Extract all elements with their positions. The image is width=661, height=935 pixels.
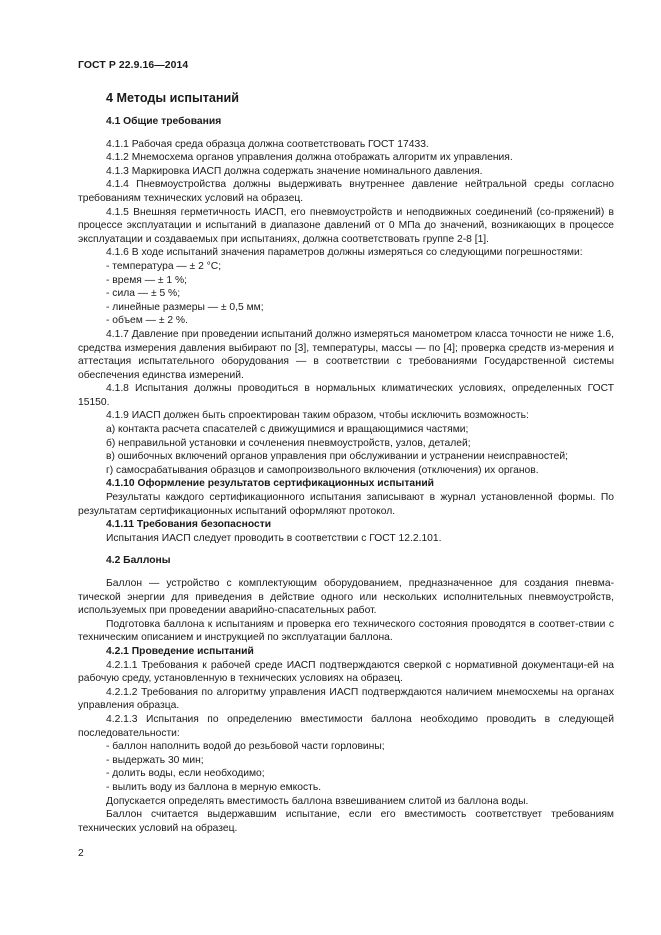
clause-4-2-1-3: 4.2.1.3 Испытания по определению вместимости баллона необходимо проводить в следующей последовательности: [78, 713, 614, 739]
list-item: а) контакта расчета спасателей с движущимися и вращающимися частями; [106, 424, 469, 436]
list-item: - выдержать 30 мин; [106, 754, 204, 766]
list-item: - линейные размеры — ± 0,5 мм; [106, 301, 264, 313]
document-id-header: ГОСТ Р 22.9.16—2014 [78, 60, 189, 71]
clause-4-1-9: 4.1.9 ИАСП должен быть спроектирован таким образом, чтобы исключить возможность: [106, 410, 529, 422]
clause-4-1-2: 4.1.2 Мнемосхема органов управления должна отображать алгоритм их управления. [106, 152, 513, 164]
page-number: 2 [78, 848, 84, 859]
clause-4-2-1-1: 4.2.1.1 Требования к рабочей среде ИАСП подтверждаются сверкой с нормативной документаци-ей на рабочую среду, установленную в технических условиях на образец. [78, 659, 614, 685]
balloon-definition: Баллон — устройство с комплектующим оборудованием, предназначенное для создания пневма-тической энергии для приведения в действие одного или нескольких исполнительных пневмоустройств, используемых при проведении аварийно-спасательных работ. [78, 578, 614, 617]
list-item: - баллон наполнить водой до резьбовой части горловины; [106, 741, 385, 753]
clause-4-1-11-title: 4.1.11 Требования безопасности [106, 519, 272, 531]
section-4-2-title: 4.2 Баллоны [106, 555, 171, 567]
clause-4-1-10-title: 4.1.10 Оформление результатов сертификационных испытаний [106, 478, 434, 490]
clause-4-2-1-2: 4.2.1.2 Требования по алгоритму управления ИАСП подтверждаются наличием мнемосхемы на органах управления образца. [78, 686, 614, 712]
capacity-pass-criterion: Баллон считается выдержавшим испытание, если его вместимость соответствует требованиям технических условий на образец. [78, 809, 614, 834]
capacity-weighing-note: Допускается определять вместимость баллона взвешиванием слитой из баллона воды. [106, 795, 529, 807]
list-item: - температура — ± 2 °С; [106, 260, 222, 272]
list-item: - долить воды, если необходимо; [106, 768, 265, 780]
list-item: - вылить воду из баллона в мерную емкость. [106, 781, 322, 793]
clause-4-1-1: 4.1.1 Рабочая среда образца должна соответствовать ГОСТ 17433. [106, 138, 429, 150]
section-4-1-title: 4.1 Общие требования [106, 116, 222, 127]
clause-4-1-7: 4.1.7 Давление при проведении испытаний должно измеряться манометром класса точности не ниже 1.6, средства измерения давления выбирают по [3], температуры, массы — по [4]; проверка средств из-мерения и аттестация испытательного оборудования — в соответствии с требованиями Государственной системы обеспечения единства измерений. [78, 328, 614, 381]
clause-4-1-6: 4.1.6 В ходе испытаний значения параметров должны измеряться со следующими погрешностями: [106, 247, 583, 259]
clause-4-1-5: 4.1.5 Внешняя герметичность ИАСП, его пневмоустройств и неподвижных соединений (со-пряжений) в процессе эксплуатации и испытаний в диапазоне давлений от 0 МПа до значений, возникающих в процессе эксплуатации и создаваемых при испытаниях, должна соответствовать группе 2-8 [1]. [78, 206, 614, 245]
clause-4-1-3: 4.1.3 Маркировка ИАСП должна содержать значение номинального давления. [106, 165, 483, 177]
clause-4-1-10-text: Результаты каждого сертификационного испытания записывают в журнал установленной формы. По результатам сертификационных испытаний оформляют протокол. [78, 492, 614, 517]
section-4-title: 4 Методы испытаний [106, 91, 239, 105]
document-body [78, 90, 614, 835]
clause-4-2-1-title: 4.2.1 Проведение испытаний [106, 645, 254, 657]
clause-4-1-11-text: Испытания ИАСП следует проводить в соответствии с ГОСТ 12.2.101. [106, 532, 442, 544]
list-item: - сила — ± 5 %; [106, 288, 181, 300]
list-item: б) неправильной установки и сочленения пневмоустройств, узлов, деталей; [106, 437, 471, 449]
list-item: - объем — ± 2 %. [106, 315, 188, 327]
list-item: - время — ± 1 %; [106, 274, 188, 286]
list-item: в) ошибочных включений органов управления при обслуживании и устранении неисправностей; [106, 451, 568, 463]
list-item: г) самосрабатывания образцов и самопроизвольного включения (отключения) их органов. [106, 464, 539, 476]
balloon-preparation: Подготовка баллона к испытаниям и проверка его технического состояния проводятся в соответ-ствии с техническим описанием и инструкцией по эксплуатации баллона. [78, 618, 614, 644]
clause-4-1-4: 4.1.4 Пневмоустройства должны выдерживать внутреннее давление нейтральной среды согласно требованиям технических условий на образец. [78, 179, 614, 204]
clause-4-1-8: 4.1.8 Испытания должны проводиться в нормальных климатических условиях, определенных ГОСТ 15150. [78, 383, 614, 408]
